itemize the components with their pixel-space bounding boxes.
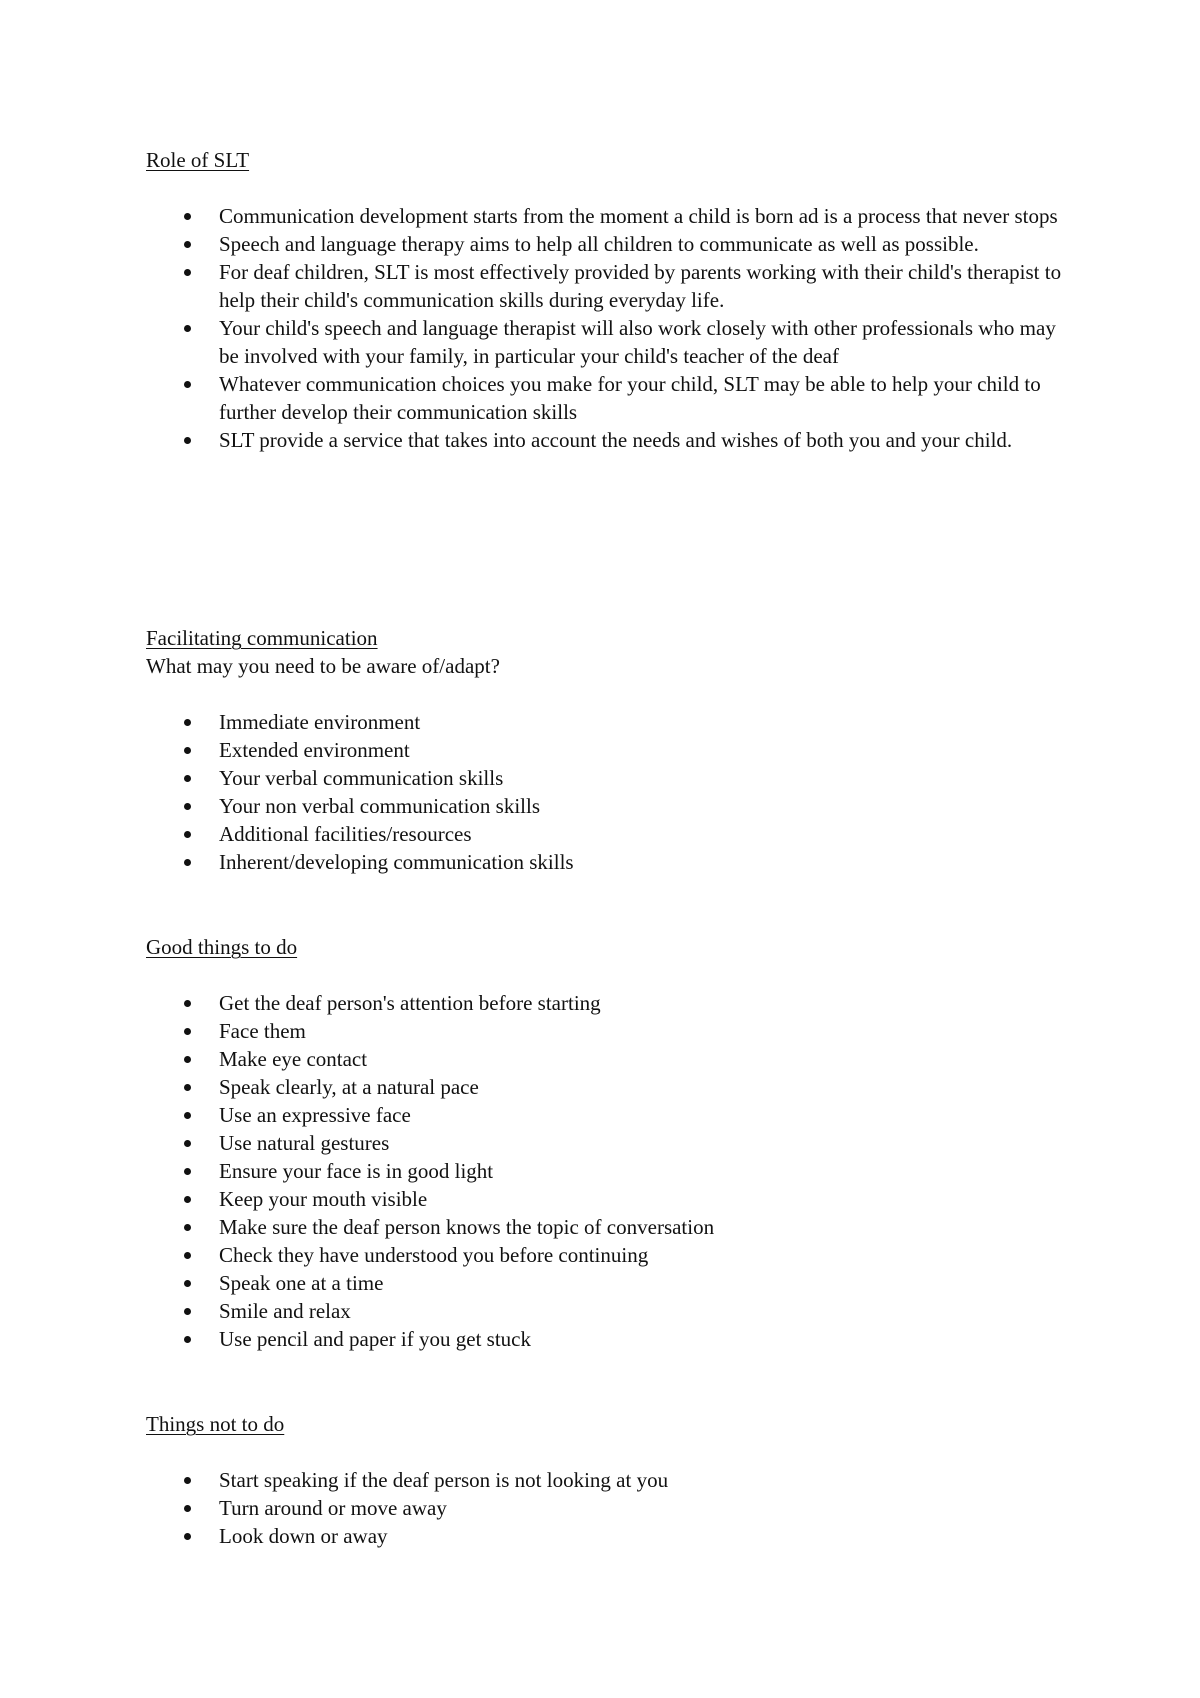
bullet-icon — [184, 1252, 191, 1259]
bullet-icon — [184, 1533, 191, 1540]
bullet-icon — [184, 1084, 191, 1091]
list-item-text: Use natural gestures — [219, 1131, 390, 1155]
list-item — [146, 1522, 1076, 1550]
list-item — [146, 1157, 1076, 1185]
list-item-text: Make sure the deaf person knows the topic of conversation — [219, 1215, 715, 1239]
bullet-icon — [184, 719, 191, 726]
list-item — [146, 1241, 1076, 1269]
list-item-text: Additional facilities/resources — [219, 822, 472, 846]
list-item — [146, 764, 1076, 792]
list-item — [146, 1325, 1076, 1353]
list-item-text: Face them — [219, 1019, 306, 1043]
list-item — [146, 1297, 1076, 1325]
bullet-icon — [184, 859, 191, 866]
list-item — [146, 1494, 1076, 1522]
list-item-text: Check they have understood you before continuing — [219, 1243, 649, 1267]
list-item — [146, 848, 1076, 876]
list-item — [146, 426, 1076, 454]
bullet-icon — [184, 1477, 191, 1484]
list-item-text: Extended environment — [219, 738, 410, 762]
bullet-icon — [184, 437, 191, 444]
list-item — [146, 708, 1076, 736]
list-item — [146, 1073, 1076, 1101]
section-heading: Facilitating communication — [146, 626, 378, 650]
list-item — [146, 230, 1076, 258]
list-item-text: For deaf children, SLT is most effectively provided by parents working with their child's therapist to help their child's communication skills during everyday life. — [219, 260, 1062, 312]
list-item-text: Look down or away — [219, 1524, 388, 1548]
section-heading: Role of SLT — [146, 148, 250, 172]
list-item-text: Use pencil and paper if you get stuck — [219, 1327, 531, 1351]
section-heading: Things not to do — [146, 1412, 285, 1436]
bullet-icon — [184, 831, 191, 838]
list-item — [146, 258, 1076, 314]
bullet-list — [146, 202, 1076, 454]
list-item-text: Whatever communication choices you make for your child, SLT may be able to help your child to further develop their communication skills — [219, 372, 1041, 424]
bullet-icon — [184, 381, 191, 388]
list-item-text: Start speaking if the deaf person is not looking at you — [219, 1468, 669, 1492]
bullet-list — [146, 989, 1076, 1353]
bullet-icon — [184, 213, 191, 220]
bullet-icon — [184, 775, 191, 782]
list-item — [146, 1213, 1076, 1241]
list-item-text: Speak clearly, at a natural pace — [219, 1075, 479, 1099]
list-item — [146, 820, 1076, 848]
list-item — [146, 370, 1076, 426]
bullet-icon — [184, 325, 191, 332]
section-role-of-slt — [146, 146, 1076, 454]
bullet-icon — [184, 1112, 191, 1119]
bullet-icon — [184, 747, 191, 754]
section-subline: What may you need to be aware of/adapt? — [146, 654, 500, 678]
bullet-icon — [184, 1168, 191, 1175]
list-item — [146, 1045, 1076, 1073]
list-item-text: Your verbal communication skills — [219, 766, 504, 790]
bullet-icon — [184, 1280, 191, 1287]
list-item — [146, 792, 1076, 820]
section-heading: Good things to do — [146, 935, 298, 959]
list-item — [146, 989, 1076, 1017]
list-item-text: Turn around or move away — [219, 1496, 447, 1520]
section-facilitating-communication — [146, 624, 1076, 876]
list-item-text: Your child's speech and language therapist will also work closely with other professionals who may be involved with your family, in particular your child's teacher of the deaf — [219, 316, 1056, 368]
list-item — [146, 1185, 1076, 1213]
list-item-text: Speech and language therapy aims to help all children to communicate as well as possible. — [219, 232, 979, 256]
bullet-icon — [184, 269, 191, 276]
list-item-text: Your non verbal communication skills — [219, 794, 541, 818]
bullet-icon — [184, 803, 191, 810]
list-item-text: Use an expressive face — [219, 1103, 411, 1127]
list-item-text: Make eye contact — [219, 1047, 368, 1071]
list-item — [146, 202, 1076, 230]
bullet-icon — [184, 241, 191, 248]
bullet-icon — [184, 1056, 191, 1063]
list-item — [146, 1269, 1076, 1297]
section-things-not-to-do — [146, 1410, 1076, 1550]
bullet-icon — [184, 1000, 191, 1007]
list-item-text: Ensure your face is in good light — [219, 1159, 494, 1183]
section-good-things-to-do — [146, 933, 1076, 1353]
list-item — [146, 314, 1076, 370]
list-item — [146, 1017, 1076, 1045]
list-item-text: SLT provide a service that takes into account the needs and wishes of both you and your child. — [219, 428, 1013, 452]
bullet-icon — [184, 1196, 191, 1203]
list-item-text: Speak one at a time — [219, 1271, 384, 1295]
list-item-text: Inherent/developing communication skills — [219, 850, 574, 874]
bullet-icon — [184, 1505, 191, 1512]
bullet-icon — [184, 1224, 191, 1231]
bullet-icon — [184, 1336, 191, 1343]
list-item-text: Smile and relax — [219, 1299, 351, 1323]
list-item-text: Get the deaf person's attention before starting — [219, 991, 601, 1015]
list-item-text: Communication development starts from the moment a child is born ad is a process that never stops — [219, 204, 1058, 228]
list-item — [146, 1101, 1076, 1129]
bullet-icon — [184, 1028, 191, 1035]
bullet-icon — [184, 1308, 191, 1315]
bullet-list — [146, 1466, 1076, 1550]
bullet-list — [146, 708, 1076, 876]
list-item — [146, 736, 1076, 764]
bullet-icon — [184, 1140, 191, 1147]
list-item-text: Keep your mouth visible — [219, 1187, 428, 1211]
list-item — [146, 1129, 1076, 1157]
list-item — [146, 1466, 1076, 1494]
list-item-text: Immediate environment — [219, 710, 421, 734]
